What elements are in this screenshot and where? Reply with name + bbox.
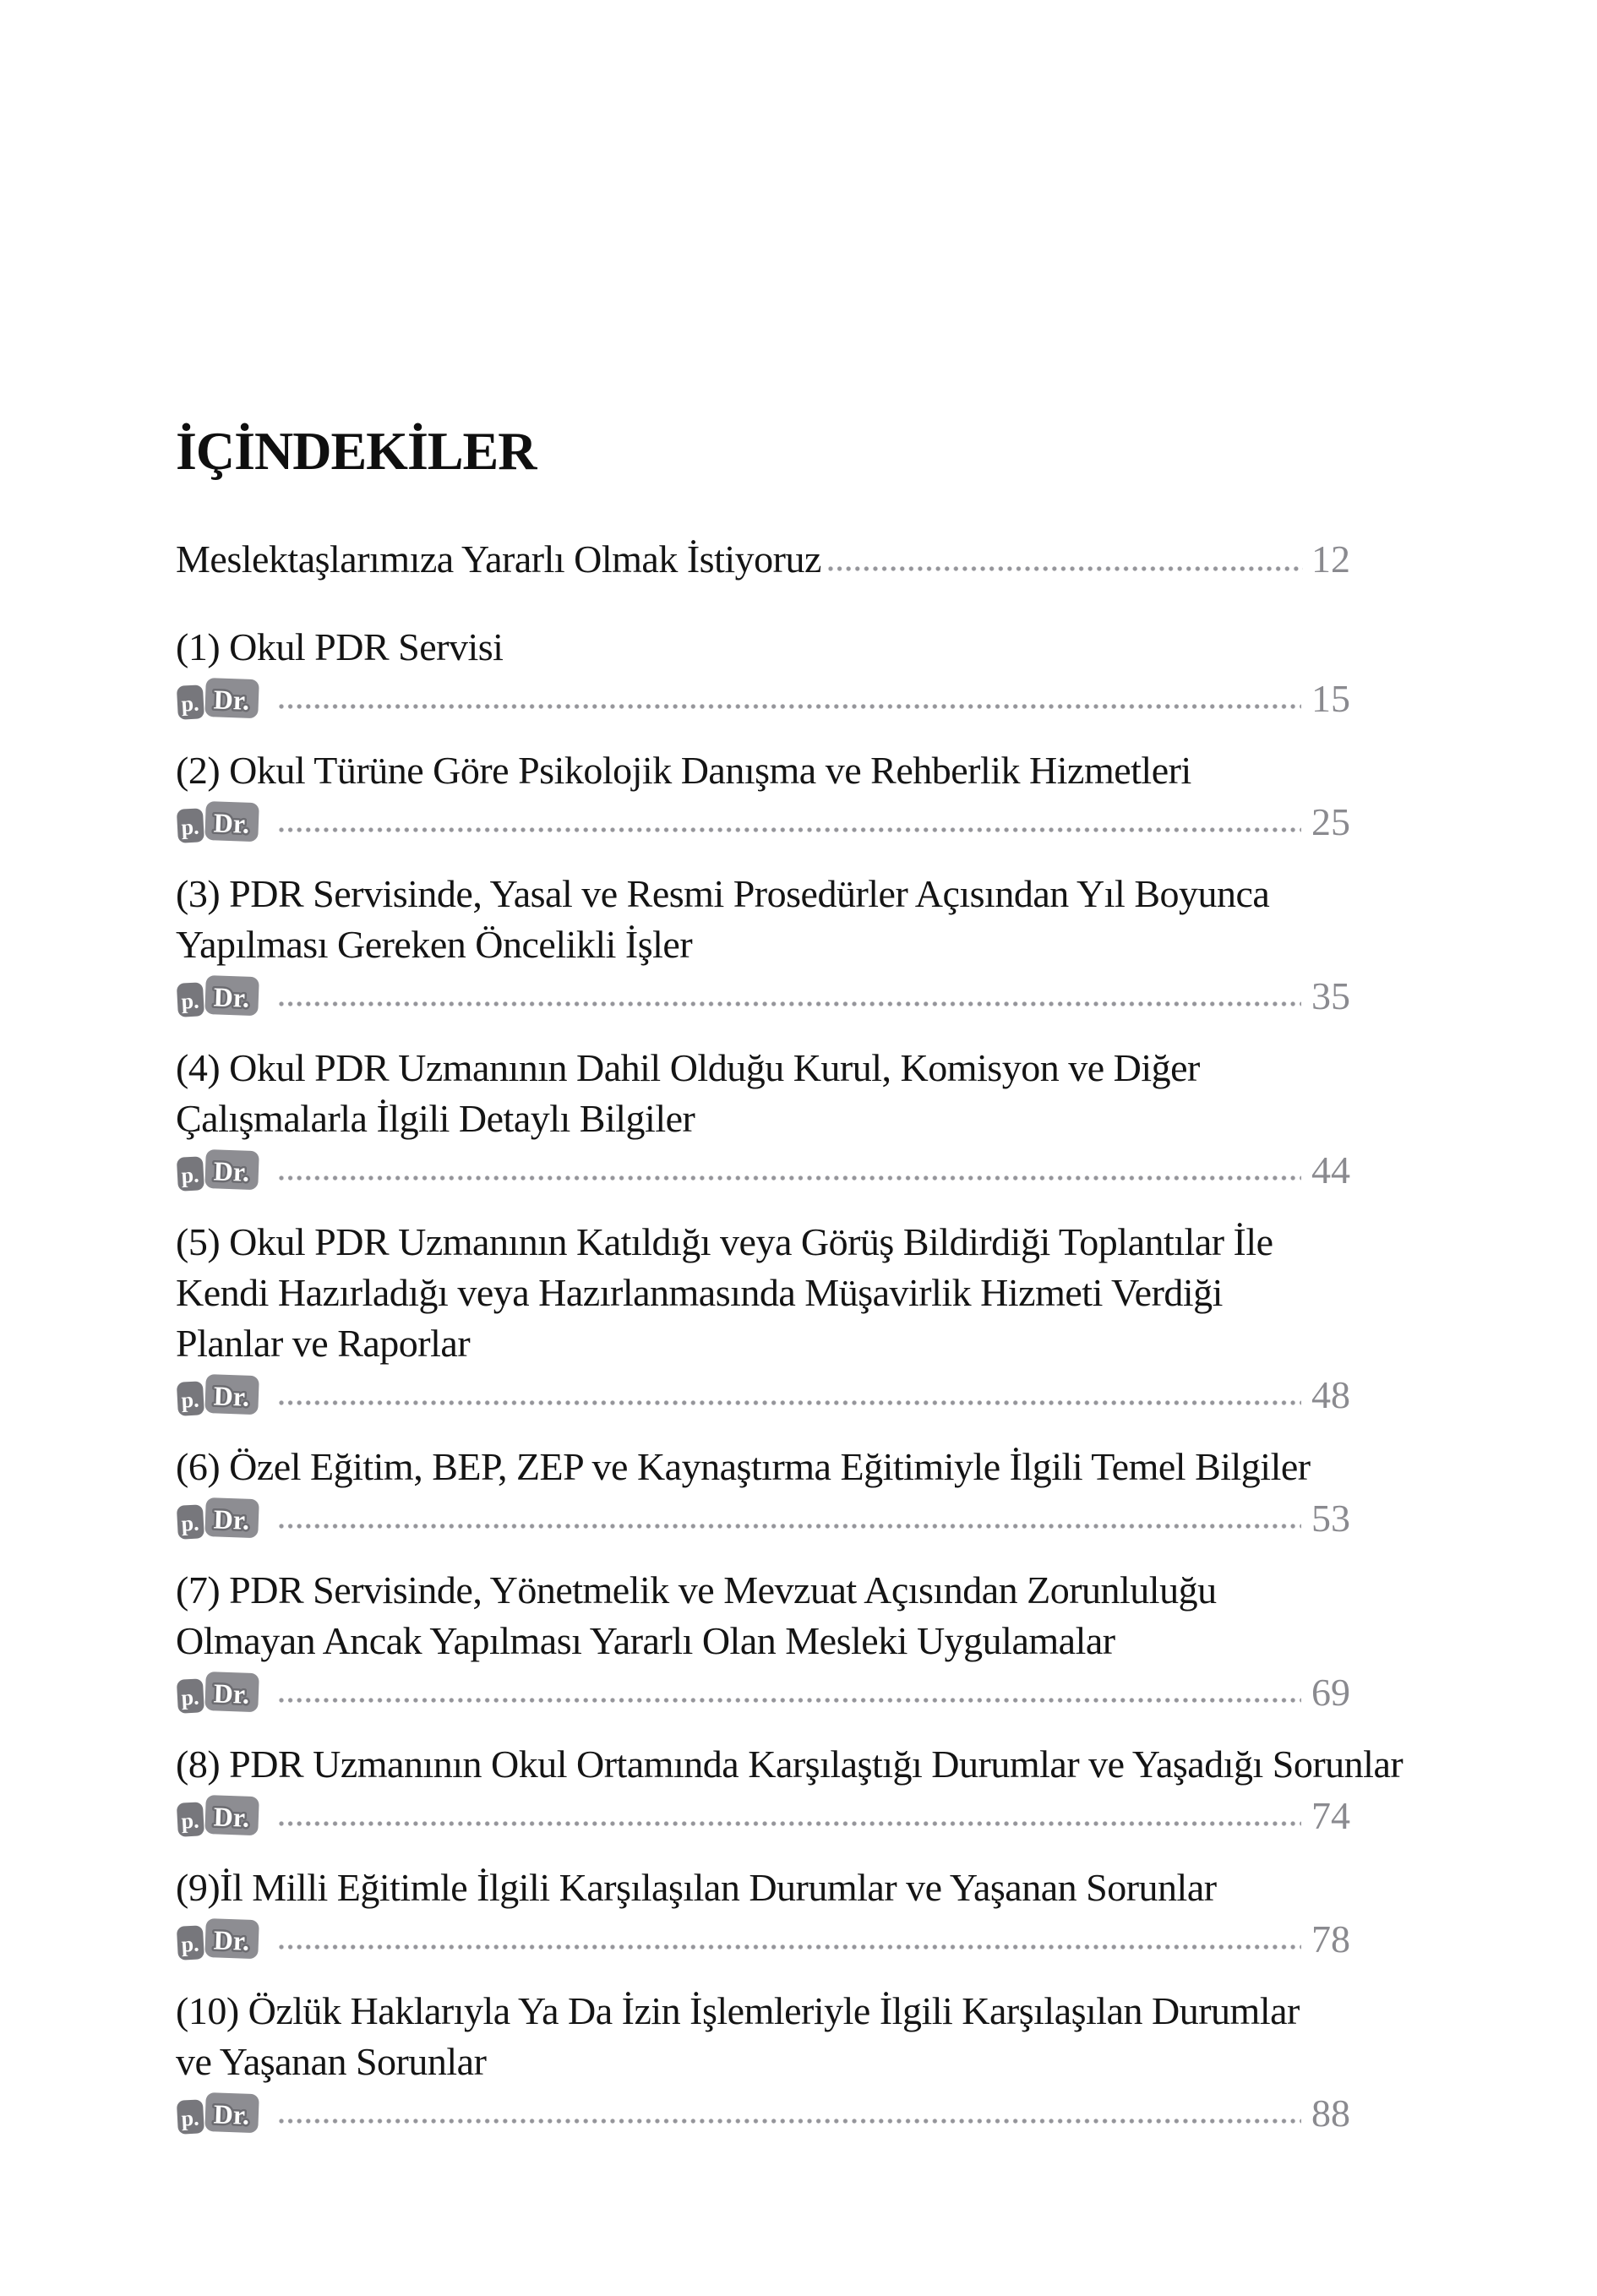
entry-title-line: (10) Özlük Haklarıyla Ya Da İzin İşlemleriyle İlgili Karşılaşılan Durumlar [176, 1989, 1300, 2032]
pdr-logo-icon [176, 973, 260, 1020]
entry-title-block [176, 1442, 1350, 1492]
entry-leader-row [176, 2089, 1350, 2138]
logo-text-dr: Dr. [213, 981, 250, 1013]
toc-entry [176, 1862, 1350, 1964]
entry-title-block [176, 622, 1350, 673]
logo-text-dr: Dr. [213, 1503, 250, 1535]
entry-title: Meslektaşlarımıza Yararlı Olmak İstiyoruz [176, 537, 821, 581]
entry-title-block [176, 1217, 1350, 1369]
entry-leader-row [176, 1146, 1350, 1195]
toc-entry [176, 869, 1350, 1021]
logo-text-p: p. [180, 814, 200, 840]
toc-entry [176, 1986, 1350, 2138]
page-number: 88 [1311, 2091, 1350, 2135]
toc-entry [176, 1442, 1350, 1543]
dot-leader [277, 798, 1301, 847]
logo-text-p: p. [180, 1387, 200, 1413]
entry-title-line: ve Yaşanan Sorunlar [176, 2040, 487, 2083]
pdr-logo-icon [176, 2090, 260, 2137]
logo-text-dr: Dr. [213, 1155, 250, 1187]
pdr-logo-icon [176, 675, 260, 723]
page-number: 44 [1311, 1148, 1350, 1192]
entry-leader-row [176, 1494, 1350, 1543]
dot-leader [277, 2089, 1301, 2138]
dot-leader [277, 1668, 1301, 1717]
entry-title-block [176, 745, 1350, 796]
entry-title-line: (1) Okul PDR Servisi [176, 625, 504, 668]
pdr-logo-icon [176, 1147, 260, 1194]
logo-text-p: p. [180, 1931, 200, 1957]
page-number: 69 [1311, 1671, 1350, 1714]
logo-text-p: p. [180, 1684, 200, 1710]
entry-title-line: (7) PDR Servisinde, Yönetmelik ve Mevzuat Açısından Zorunluluğu [176, 1568, 1217, 1612]
entry-title-block [176, 1565, 1350, 1666]
dot-leader [277, 972, 1301, 1021]
entry-title-line: (5) Okul PDR Uzmanının Katıldığı veya Görüş Bildirdiği Toplantılar İle [176, 1220, 1273, 1263]
dot-leader [277, 1915, 1301, 1964]
page-number: 25 [1311, 800, 1350, 843]
page-number: 53 [1311, 1497, 1350, 1540]
page-number: 78 [1311, 1917, 1350, 1961]
toc-entry [176, 1043, 1350, 1195]
page-number: 12 [1311, 537, 1350, 581]
toc-entry-list [176, 534, 1404, 2138]
dot-leader [277, 1494, 1301, 1543]
entry-title-block [176, 1043, 1350, 1144]
entry-title-line: (4) Okul PDR Uzmanının Dahil Olduğu Kurul, Komisyon ve Diğer [176, 1046, 1200, 1089]
entry-title-line: (8) PDR Uzmanının Okul Ortamında Karşılaştığı Durumlar ve Yaşadığı Sorunlar [176, 1742, 1404, 1786]
entry-title-line: (2) Okul Türüne Göre Psikolojik Danışma ve Rehberlik Hizmetleri [176, 749, 1191, 792]
toc-entry [176, 745, 1350, 847]
pdr-logo-icon [176, 1792, 260, 1840]
logo-text-dr: Dr. [213, 1380, 250, 1412]
pdr-logo-icon [176, 1495, 260, 1542]
entry-title-line: Planlar ve Raporlar [176, 1322, 471, 1365]
entry-leader-row [176, 1915, 1350, 1964]
pdr-logo-icon [176, 799, 260, 846]
entry-title-line: (9)İl Milli Eğitimle İlgili Karşılaşılan Durumlar ve Yaşanan Sorunlar [176, 1866, 1217, 1909]
logo-text-dr: Dr. [213, 807, 250, 839]
entry-title-line: Olmayan Ancak Yapılması Yararlı Olan Mesleki Uygulamalar [176, 1619, 1115, 1662]
entry-leader-row [176, 972, 1350, 1021]
logo-text-p: p. [180, 988, 200, 1014]
dot-leader [277, 1146, 1301, 1195]
page-number: 35 [1311, 974, 1350, 1017]
dot-leader [826, 534, 1303, 585]
entry-leader-row [176, 798, 1350, 847]
pdr-logo-icon [176, 1669, 260, 1716]
entry-title-block [176, 1986, 1350, 2087]
entry-title-block [176, 1862, 1350, 1913]
logo-text-p: p. [180, 690, 200, 717]
pdr-logo-icon [176, 1916, 260, 1963]
toc-entry [176, 1565, 1350, 1717]
toc-entry [176, 1739, 1404, 1841]
dot-leader [277, 1792, 1301, 1841]
entry-title-line: Çalışmalarla İlgili Detaylı Bilgiler [176, 1097, 695, 1140]
logo-text-p: p. [180, 1808, 200, 1834]
entry-title-block [176, 1739, 1404, 1790]
logo-text-dr: Dr. [213, 1677, 250, 1710]
entry-title-line: (3) PDR Servisinde, Yasal ve Resmi Prosedürler Açısından Yıl Boyunca [176, 872, 1270, 915]
entry-leader-row [176, 1371, 1350, 1420]
logo-text-p: p. [180, 1162, 200, 1188]
page-number: 15 [1311, 677, 1350, 720]
toc-entry [176, 1217, 1350, 1420]
logo-text-dr: Dr. [213, 684, 250, 716]
entry-title-line: (6) Özel Eğitim, BEP, ZEP ve Kaynaştırma Eğitimiyle İlgili Temel Bilgiler [176, 1445, 1311, 1488]
toc-entry [176, 622, 1350, 723]
dot-leader [277, 674, 1301, 723]
entry-title-block [176, 534, 1350, 585]
page-number: 74 [1311, 1794, 1350, 1837]
logo-text-p: p. [180, 1510, 200, 1536]
entry-leader-row [176, 1792, 1350, 1841]
page-title: İÇİNDEKİLER [176, 421, 537, 481]
logo-text-dr: Dr. [213, 2098, 250, 2130]
entry-title-line [176, 534, 1350, 585]
entry-title-block [176, 869, 1350, 970]
toc-entry [176, 534, 1350, 585]
dot-leader [277, 1371, 1301, 1420]
logo-text-dr: Dr. [213, 1801, 250, 1833]
entry-title-line: Yapılması Gereken Öncelikli İşler [176, 923, 693, 966]
logo-text-dr: Dr. [213, 1924, 250, 1956]
entry-leader-row [176, 674, 1350, 723]
logo-text-p: p. [180, 2105, 200, 2131]
pdr-logo-icon [176, 1372, 260, 1419]
page-number: 48 [1311, 1373, 1350, 1416]
entry-title-line: Kendi Hazırladığı veya Hazırlanmasında Müşavirlik Hizmeti Verdiği [176, 1271, 1223, 1314]
entry-leader-row [176, 1668, 1350, 1717]
